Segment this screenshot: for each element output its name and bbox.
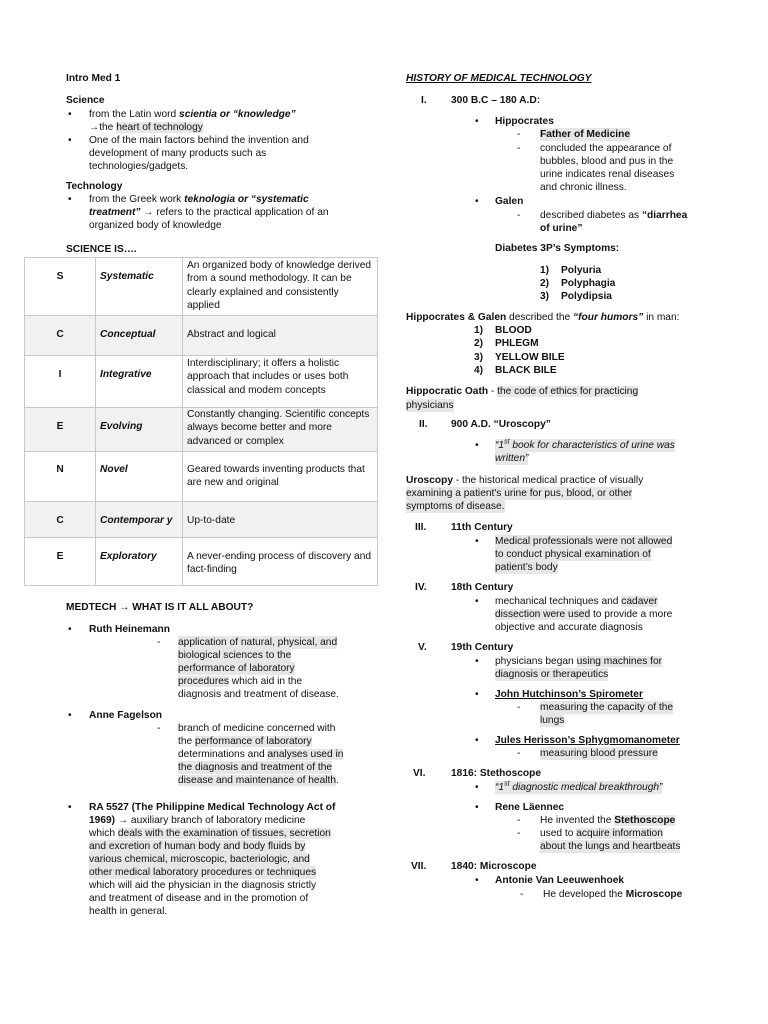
ruth-def-line2: biological sciences to the xyxy=(178,650,292,661)
era-heading: 1816: Stethoscope xyxy=(451,768,542,779)
science-factor-line3: technologies/gadgets. xyxy=(89,161,189,172)
medtech-heading: MEDTECH → WHAT IS IT ALL ABOUT? xyxy=(66,602,254,613)
table-desc: Abstract and logical xyxy=(183,316,378,356)
table-term: Exploratory xyxy=(96,538,183,586)
science-def-line2: →the heart of technology xyxy=(89,122,203,133)
arrow-icon: → xyxy=(119,602,130,613)
table-term: Novel xyxy=(96,452,183,502)
hipp-line3: urine indicates renal diseases xyxy=(540,169,675,180)
roman-numeral: II. xyxy=(419,419,428,430)
bullet-icon: • xyxy=(475,440,479,451)
ra5527-line7: which will aid the physician in the diagnosis strictly xyxy=(89,880,317,891)
table-letter: E xyxy=(25,408,96,452)
table-row xyxy=(25,452,378,502)
diabetes-heading: Diabetes 3P’s Symptoms: xyxy=(495,243,620,254)
era-heading: 18th Century xyxy=(451,582,514,593)
bullet-icon: • xyxy=(68,109,72,120)
technology-def-line2: treatment” → refers to the practical application of an xyxy=(89,207,329,218)
science-is-heading: SCIENCE IS…. xyxy=(66,244,137,255)
bullet-icon: • xyxy=(475,196,479,207)
science-factor-line2: development of many products such as xyxy=(89,148,267,159)
microscope-line: He developed the Microscope xyxy=(543,889,683,900)
list-item: 3) xyxy=(540,291,550,302)
table-term: Contemporar y xyxy=(96,502,183,538)
spirometer: John Hutchinson’s Spirometer xyxy=(495,689,643,700)
table-desc: Geared towards inventing products that are new and original xyxy=(183,452,378,502)
list-item: 1) xyxy=(540,265,550,276)
anne-def-line2: the performance of laboratory xyxy=(178,736,312,747)
hipp-line1: concluded the appearance of xyxy=(540,143,672,154)
science-factor-line1: One of the main factors behind the invention and xyxy=(89,135,309,146)
ra5527-line2: 1969) → auxiliary branch of laboratory medicine xyxy=(89,815,306,826)
technology-def-line1: from the Greek work teknologia or “systematic xyxy=(89,194,309,205)
era-heading: 900 A.D. “Uroscopy” xyxy=(451,419,551,430)
table-desc: A never-ending process of discovery and fact-finding xyxy=(183,538,378,586)
roman-numeral: VI. xyxy=(413,768,426,779)
list-item-text: BLACK BILE xyxy=(495,365,557,376)
antonie-van-leeuwenhoek: Antonie Van Leeuwenhoek xyxy=(495,875,625,886)
science-def-line1: from the Latin word scientia or “knowledge” xyxy=(89,109,296,120)
anne-def-line1: branch of medicine concerned with xyxy=(178,723,336,734)
list-item: 2) xyxy=(474,338,484,349)
arrow-icon: → xyxy=(89,122,100,133)
ra5527-line5: various chemical, microscopic, bacteriologic, and xyxy=(89,854,310,865)
spirometer-line2: lungs xyxy=(540,715,565,726)
sphygmomanometer: Jules Herisson’s Sphygmomanometer xyxy=(495,735,680,746)
spirometer-line1: measuring the capacity of the xyxy=(540,702,674,713)
list-item-text: Polyuria xyxy=(561,265,602,276)
oath-line1: Hippocratic Oath - the code of ethics for practicing xyxy=(406,386,639,397)
galen: Galen xyxy=(495,196,524,207)
roman-numeral: VII. xyxy=(411,861,427,872)
dash-marker: - xyxy=(517,129,521,140)
ruth-def-line3: performance of laboratory xyxy=(178,663,295,674)
dash-marker: - xyxy=(517,210,521,221)
era-heading: 300 B.C – 180 A.D: xyxy=(451,95,541,106)
19th-line2: diagnosis or therapeutics xyxy=(495,669,609,680)
table-row xyxy=(25,408,378,452)
list-item-text: BLOOD xyxy=(495,325,532,336)
roman-numeral: IV. xyxy=(415,582,427,593)
table-row xyxy=(25,258,378,316)
table-letter: E xyxy=(25,538,96,586)
bullet-icon: • xyxy=(475,875,479,886)
ruth-def-line1: application of natural, physical, and xyxy=(178,637,338,648)
rene-line3: about the lungs and heartbeats xyxy=(540,841,681,852)
hipp-line2: bubbles, blood and pus in the xyxy=(540,156,674,167)
ra5527-line3: which deals with the examination of tissues, secretion xyxy=(89,828,331,839)
19th-line1: physicians began using machines for xyxy=(495,656,663,667)
bullet-icon: • xyxy=(68,194,72,205)
18th-line3: objective and accurate diagnosis xyxy=(495,622,643,633)
table-letter: C xyxy=(25,502,96,538)
dash-marker: - xyxy=(517,748,521,759)
table-term: Systematic xyxy=(96,258,183,316)
rene-line1: He invented the Stethoscope xyxy=(540,815,676,826)
list-item: 1) xyxy=(474,325,484,336)
list-item: 3) xyxy=(474,352,484,363)
arrow-icon: → xyxy=(143,207,154,218)
bullet-icon: • xyxy=(68,135,72,146)
ruth-def-line5: diagnosis and treatment of disease. xyxy=(178,689,339,700)
dash-marker: - xyxy=(157,723,161,734)
anne-fagelson: Anne Fagelson xyxy=(89,710,163,721)
science-table xyxy=(24,257,378,586)
18th-line2: dissection were used to provide a more xyxy=(495,609,673,620)
table-desc: Up-to-date xyxy=(183,502,378,538)
era-heading: 1840: Microscope xyxy=(451,861,537,872)
ra5527-line6: other medical laboratory procedures or techniques xyxy=(89,867,317,878)
father-of-medicine: Father of Medicine xyxy=(540,129,631,140)
ra5527-line8: and treatment of disease and in the promotion of xyxy=(89,893,309,904)
list-item-text: YELLOW BILE xyxy=(495,352,565,363)
dash-marker: - xyxy=(517,143,521,154)
dash-marker: - xyxy=(517,815,521,826)
era-heading: 11th Century xyxy=(451,522,513,533)
technology-heading: Technology xyxy=(66,181,123,192)
bullet-icon: • xyxy=(475,116,479,127)
galen-line2: of urine” xyxy=(540,223,583,234)
arrow-icon: → xyxy=(117,815,129,826)
table-term: Conceptual xyxy=(96,316,183,356)
table-desc: Interdisciplinary; it offers a holistic approach that includes or uses both classical and modem concepts xyxy=(183,356,378,408)
table-letter: S xyxy=(25,258,96,316)
table-desc: Constantly changing. Scientific concepts always become better and more advanced or complex xyxy=(183,408,378,452)
11th-line3: patient’s body xyxy=(495,562,558,573)
galen-line1: described diabetes as “diarrhea xyxy=(540,210,688,221)
ruth-def-line4: procedures which aid in the xyxy=(178,676,303,687)
ra5527-line9: health in general. xyxy=(89,906,168,917)
table-row xyxy=(25,316,378,356)
11th-line2: to conduct physical examination of xyxy=(495,549,651,560)
bullet-icon: • xyxy=(475,656,479,667)
table-desc: An organized body of knowledge derived from a sound methodology. It can be clearly explained and consistently applied xyxy=(183,258,378,316)
table-term: Evolving xyxy=(96,408,183,452)
bullet-icon: • xyxy=(68,710,72,721)
oath-line2: physicians xyxy=(406,400,454,411)
dash-marker: - xyxy=(157,637,161,648)
bullet-icon: • xyxy=(475,596,479,607)
era-heading: 19th Century xyxy=(451,642,514,653)
table-row xyxy=(25,502,378,538)
uroscopy-book-line1: “1st book for characteristics of urine was xyxy=(495,438,675,451)
list-item-text: Polydipsia xyxy=(561,291,612,302)
roman-numeral: III. xyxy=(415,522,427,533)
bullet-icon: • xyxy=(475,782,479,793)
anne-def-line3: determinations and analyses used in xyxy=(178,749,344,760)
uroscopy-def-line1: Uroscopy - the historical medical practice of visually xyxy=(406,475,644,486)
anne-def-line5: disease and maintenance of health. xyxy=(178,775,339,786)
bullet-icon: • xyxy=(68,802,72,813)
four-humors-line: Hippocrates & Galen described the “four humors” in man: xyxy=(406,312,680,323)
rene-line2: used to acquire information xyxy=(540,828,663,839)
science-heading: Science xyxy=(66,95,105,106)
ruth-heinemann: Ruth Heinemann xyxy=(89,624,170,635)
list-item-text: PHLEGM xyxy=(495,338,539,349)
anne-def-line4: the diagnosis and treatment of the xyxy=(178,762,333,773)
list-item-text: Polyphagia xyxy=(561,278,616,289)
ra5527-line1: RA 5527 (The Philippine Medical Technology Act of xyxy=(89,802,336,813)
page-header: Intro Med 1 xyxy=(66,73,121,84)
bullet-icon: • xyxy=(475,802,479,813)
list-item: 2) xyxy=(540,278,550,289)
11th-line1: Medical professionals were not allowed xyxy=(495,536,673,547)
table-row xyxy=(25,538,378,586)
bullet-icon: • xyxy=(475,536,479,547)
rene-laennec: Rene Läennec xyxy=(495,802,565,813)
technology-def-line3: organized body of knowledge xyxy=(89,220,222,231)
sphygmomanometer-line: measuring blood pressure xyxy=(540,748,658,759)
hipp-line4: and chronic illness. xyxy=(540,182,627,193)
ra5527-line4: and excretion of human body and body fluids by xyxy=(89,841,306,852)
bullet-icon: • xyxy=(68,624,72,635)
uroscopy-def-line3: symptoms of disease. xyxy=(406,501,505,512)
list-item: 4) xyxy=(474,365,484,376)
table-term: Integrative xyxy=(96,356,183,408)
bullet-icon: • xyxy=(475,689,479,700)
hippocrates: Hippocrates xyxy=(495,116,554,127)
table-letter: I xyxy=(25,356,96,408)
bullet-icon: • xyxy=(475,735,479,746)
dash-marker: - xyxy=(517,702,521,713)
table-letter: C xyxy=(25,316,96,356)
table-letter: N xyxy=(25,452,96,502)
history-title: HISTORY OF MEDICAL TECHNOLOGY xyxy=(406,73,592,84)
roman-numeral: I. xyxy=(421,95,427,106)
roman-numeral: V. xyxy=(418,642,427,653)
stethoscope-breakthrough: “1st diagnostic medical breakthrough” xyxy=(495,780,663,793)
uroscopy-def-line2: examining a patient's urine for pus, blood, or other xyxy=(406,488,633,499)
18th-line1: mechanical techniques and cadaver xyxy=(495,596,658,607)
dash-marker: - xyxy=(520,889,524,900)
dash-marker: - xyxy=(517,828,521,839)
table-row xyxy=(25,356,378,408)
uroscopy-book-line2: written” xyxy=(495,453,529,464)
